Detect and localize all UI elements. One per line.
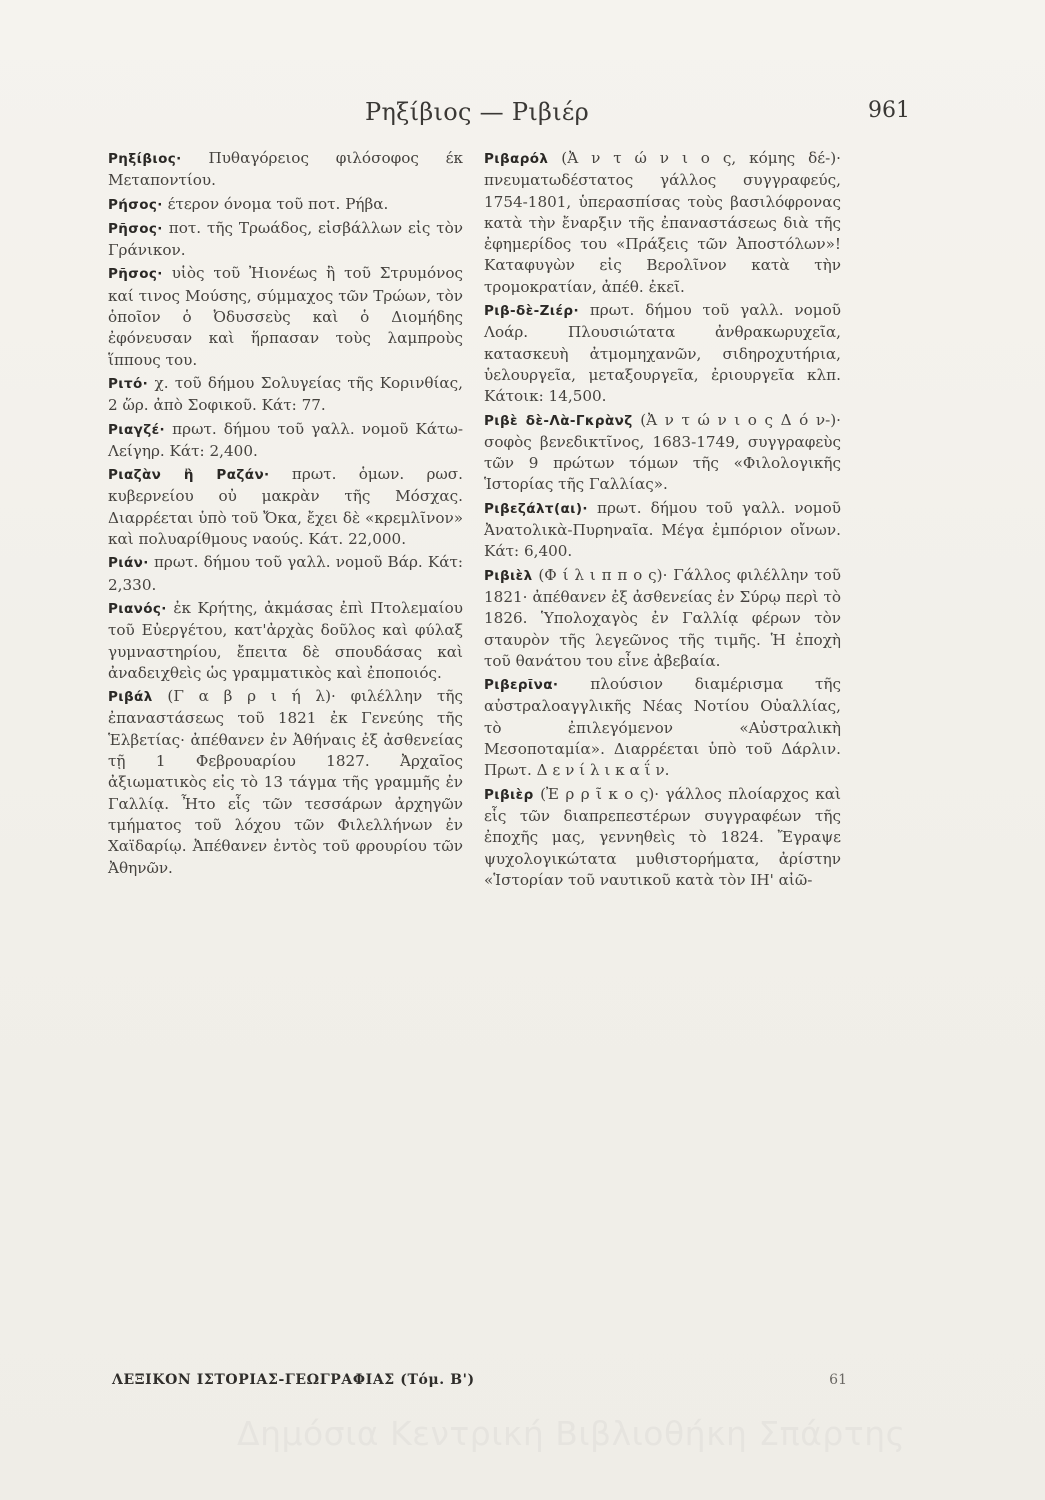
- entry-text: Πυθαγόρειος φιλόσοφος έκ Μεταποντίου.: [108, 149, 464, 190]
- entry-text: (Ἀ ν τ ώ ν ι ο ς, κόμης δέ-)· πνευματωδέστατος γάλλος συγγραφεύς, 1754-1801, ὑπερασπίσας τοὺς βασιλόφρονας κατὰ τὴν ἔναρξιν τῆς ἐπαναστάσεως διὰ τῆς ἐφημερίδος του «Πράξεις τῶν Ἀποστόλων»! Καταφυγὼν εἰς Βερολῖνον κατὰ τὴν τρομοκρατίαν, ἀπέθ. ἐκεῖ.: [484, 149, 841, 296]
- entry-headword: Ριβ-δὲ-Ζιέρ·: [484, 303, 579, 320]
- entry-text: υἱὸς τοῦ Ἠιονέως ἢ τοῦ Στρυμόνος καί τινος Μούσης, σύμμαχος τῶν Τρώων, τὸν ὁποῖον ὁ Ὀδυσσεὺς καὶ ὁ Διομήδης ἐφόνευσαν καὶ ἥρπασαν τοὺς λαμπροὺς ἵππους του.: [108, 264, 464, 369]
- entry-text: πρωτ. δήμου τοῦ γαλλ. νομοῦ Ἀνατολικὰ-Πυρηναῖα. Μέγα ἐμπόριον οἴνων. Κάτ: 6,400.: [484, 498, 842, 561]
- dictionary-entry: [108, 686, 463, 879]
- entry-headword: Ριβὲ δὲ-Λὰ-Γκρὰνζ: [484, 412, 633, 429]
- entry-text: πρωτ. δήμου τοῦ γαλλ. νομοῦ Βάρ. Κάτ: 2,330.: [108, 553, 464, 594]
- dictionary-entry: [108, 464, 463, 550]
- dictionary-entry: [484, 565, 841, 672]
- entry-headword: Ρήσος·: [108, 196, 163, 213]
- entry-headword: Ρῆσος·: [108, 220, 163, 237]
- entry-headword: Ριάν·: [108, 555, 149, 572]
- entry-text: έτερον όνομα τοῦ ποτ. Ρήβα.: [167, 194, 389, 213]
- entry-text: (Γ α β ρ ι ή λ)· φιλέλλην τῆς ἐπαναστάσεως τοῦ 1821 ἐκ Γενεύης τῆς Ἑλβετίας· ἀπέθανεν ἐν Ἀθήναις ἐξ ἀσθενείας τῇ 1 Φεβρουαρίου 1827. Ἀρχαῖος ἀξιωματικὸς εἰς τὸ 13 τάγμα τῆς γραμμῆς ἐν Γαλλίᾳ. Ἦτο εἷς τῶν τεσσάρων ἀρχηγῶν τμήματος τοῦ λόχου τῶν Φιλελλήνων ἐν Χαϊδαρίῳ. Ἀπέθανεν ἐντὸς τοῦ φρουρίου τῶν Ἀθηνῶν.: [108, 687, 464, 877]
- entry-text: (Ἀ ν τ ώ ν ι ο ς Δ ό ν-)· σοφὸς βενεδικτῖνος, 1683-1749, συγγραφεὺς τῶν 9 πρώτων τόμων τῆς «Φιλολογικῆς Ἱστορίας τῆς Γαλλίας».: [484, 410, 841, 494]
- entry-headword: Ρῆσος·: [108, 266, 163, 283]
- entry-text: ποτ. τῆς Τρωάδος, εἰσβάλλων εἰς τὸν Γράνικον.: [108, 218, 464, 260]
- dictionary-entry: [108, 552, 463, 596]
- volume-title: ΛΕΞΙΚΟΝ ΙΣΤΟΡΙΑΣ-ΓΕΩΓΡΑΦΙΑΣ (Τόμ. Β'): [112, 1372, 475, 1388]
- entry-headword: Ριτό·: [108, 375, 149, 392]
- entry-headword: Ριβερῖνα·: [484, 677, 559, 694]
- entry-headword: Ριβεζάλτ(αι)·: [484, 500, 588, 517]
- page-footer: [112, 1372, 847, 1394]
- entry-headword: Ριαζὰν ἢ Ραζάν·: [108, 467, 270, 484]
- dictionary-entry: [484, 674, 841, 781]
- dictionary-entry: [108, 148, 463, 192]
- entry-text: πρωτ. δήμου τοῦ γαλλ. νομοῦ Λοάρ. Πλουσιώτατα ἀνθρακωρυχεῖα, κατασκευὴ ἀτμομηχανῶν, σιδηροχυτήρια, ὑελουργεῖα, μεταξουργεῖα, ἐριουργεῖα κλπ. Κάτοικ: 14,500.: [484, 301, 842, 406]
- running-title: Ρηξίβιος — Ριβιέρ: [365, 98, 590, 126]
- dictionary-entry: [484, 300, 841, 407]
- entry-headword: Ριβιὲρ: [484, 786, 534, 803]
- entry-text: χ. τοῦ δήμου Σολυγείας τῆς Κορινθίας, 2 ὥρ. ἀπὸ Σοφικοῦ. Κάτ: 77.: [108, 373, 464, 415]
- entry-text: πρωτ. ὁμων. ρωσ. κυβερνείου οὐ μακρὰν τῆς Μόσχας. Διαρρέεται ὑπὸ τοῦ Ὄκα, ἔχει δὲ «κρεμλῖνον» καὶ πολυαρίθμους ναούς. Κάτ. 22,000.: [108, 465, 464, 549]
- library-watermark: Δημόσια Κεντρική Βιβλιοθήκη Σπάρτης: [237, 1414, 906, 1453]
- entry-headword: Ρηξίβιος·: [108, 151, 182, 167]
- dictionary-entry: [108, 218, 463, 262]
- entry-text: (Φ ί λ ι π π ο ς)· Γάλλος φιλέλλην τοῦ 1821· ἀπέθανεν ἐξ ἀσθενείας ἐν Σύρῳ περὶ τὸ 1826. Ὑπολοχαγὸς ἐν Γαλλίᾳ φέρων τὸν σταυρὸν τῆς λεγεῶνος τῆς τιμῆς. Ἡ ἐποχὴ τοῦ θανάτου του εἶνε ἀβεβαία.: [484, 565, 841, 670]
- dictionary-entry: [484, 148, 841, 298]
- dictionary-entry: [108, 263, 463, 370]
- entry-headword: Ριβαρόλ: [484, 151, 549, 167]
- dictionary-entry: [484, 410, 841, 496]
- entry-headword: Ριβιὲλ: [484, 567, 533, 584]
- page-header: [350, 98, 910, 138]
- right-column: [484, 148, 841, 891]
- left-column: [108, 148, 463, 879]
- entry-headword: Ριανός·: [108, 600, 167, 617]
- page-number: 961: [868, 98, 910, 123]
- dictionary-entry: [108, 598, 463, 684]
- dictionary-entry: [484, 498, 841, 563]
- dictionary-entry: [108, 373, 463, 417]
- entry-text: πλούσιον διαμέρισμα τῆς αὐστραλοαγγλικῆς Νέας Νοτίου Οὐαλλίας, τὸ ἐπιλεγόμενον «Αὐστραλικὴ Μεσοποταμία». Διαρρέεται ὑπὸ τοῦ Δάρλιν. Πρωτ. Δ ε ν ί λ ι κ α ΐ ν.: [484, 675, 841, 780]
- signature-mark: 61: [829, 1372, 847, 1388]
- entry-headword: Ριβάλ: [108, 689, 153, 706]
- dictionary-entry: [484, 784, 841, 891]
- entry-text: (Ἐ ρ ρ ῖ κ ο ς)· γάλλος πλοίαρχος καὶ εἷς τῶν διαπρεπεστέρων συγγραφέων τῆς ἐποχῆς μας, γεννηθεὶς τὸ 1824. Ἔγραψε ψυχολογικώτατα μυθιστορήματα, ἀρίστην «Ἱστορίαν τοῦ ναυτικοῦ κατὰ τὸν ΙΗ' αἰῶ-: [484, 784, 841, 889]
- entry-headword: Ριαγζέ·: [108, 421, 166, 438]
- entry-text: πρωτ. δήμου τοῦ γαλλ. νομοῦ Κάτω-Λείγηρ. Κάτ: 2,400.: [108, 419, 463, 460]
- entry-text: ἐκ Κρήτης, ἀκμάσας ἐπὶ Πτολεμαίου τοῦ Εὐεργέτου, κατ'ἀρχὰς δοῦλος καὶ φύλαξ γυμναστηρίου, ἔπειτα δὲ σπουδάσας καὶ ἀναδειχθεὶς ὡς γραμματικὸς καὶ ἐποποιός.: [108, 598, 463, 682]
- dictionary-entry: [108, 194, 463, 216]
- dictionary-entry: [108, 419, 463, 463]
